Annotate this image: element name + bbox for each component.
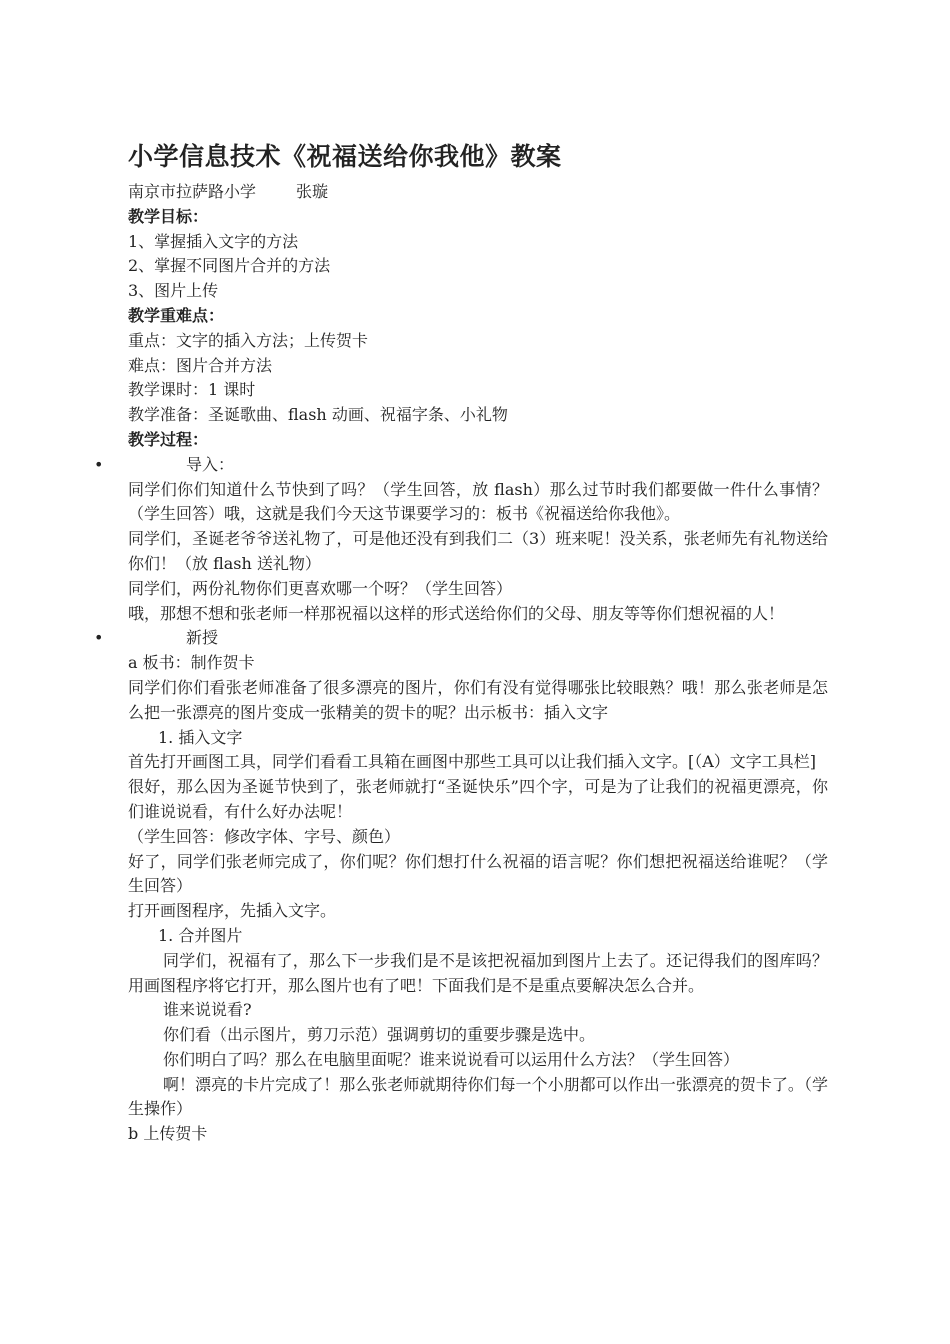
section-new-label: 新授 xyxy=(186,628,219,648)
step-insert-text-heading: 1. 插入文字 xyxy=(158,727,243,747)
author-line xyxy=(128,180,828,205)
bullet-icon: • xyxy=(94,628,104,648)
author-school: 南京市拉萨路小学 xyxy=(128,182,257,201)
step-paragraph: 你们看（出示图片，剪刀示范）强调剪切的重要步骤是选中。 xyxy=(163,1025,596,1045)
objective-item: 2、掌握不同图片合并的方法 xyxy=(128,256,331,276)
bullet-icon: • xyxy=(94,454,104,474)
key-point-difficulty: 难点：图片合并方法 xyxy=(128,355,273,375)
class-hours: 教学课时：1 课时 xyxy=(128,380,256,400)
lesson-plan-document xyxy=(94,138,828,1147)
objective-item: 1、掌握插入文字的方法 xyxy=(128,231,299,251)
teaching-prep: 教学准备：圣诞歌曲、flash 动画、祝福字条、小礼物 xyxy=(128,405,508,425)
intro-paragraph: 同学们，圣诞老爷爷送礼物了，可是他还没有到我们二（3）班来呢！没关系，张老师先有礼物送给你们！（放 flash 送礼物） xyxy=(128,529,828,573)
section-intro-label: 导入： xyxy=(186,454,235,474)
author-name: 张璇 xyxy=(296,182,329,201)
step-paragraph: 同学们，祝福有了，那么下一步我们是不是该把祝福加到图片上去了。还记得我们的图库吗？用画图程序将它打开，那么图片也有了吧！下面我们是不是重点要解决怎么合并。 xyxy=(128,950,828,995)
section-intro-bullet xyxy=(94,453,828,478)
part-b-label: b 上传贺卡 xyxy=(128,1124,208,1144)
step-paragraph: 很好，那么因为圣诞节快到了，张老师就打“圣诞快乐”四个字，可是为了让我们的祝福更漂亮，你们谁说说看，有什么好办法呢！ xyxy=(128,777,828,821)
part-a-label: a 板书：制作贺卡 xyxy=(128,653,255,673)
objectives-heading: 教学目标： xyxy=(128,206,209,226)
part-a-paragraph: 同学们你们看张老师准备了很多漂亮的图片，你们有没有觉得哪张比较眼熟？哦！那么张老师是怎么把一张漂亮的图片变成一张精美的贺卡的呢？出示板书：插入文字 xyxy=(128,677,828,722)
intro-paragraph: 哦，那想不想和张老师一样那祝福以这样的形式送给你们的父母、朋友等等你们想祝福的人！ xyxy=(128,603,785,623)
step-paragraph: 首先打开画图工具，同学们看看工具箱在画图中那些工具可以让我们插入文字。[（A）文字工具栏] xyxy=(128,752,817,772)
process-heading: 教学过程： xyxy=(128,429,209,449)
objective-item: 3、图片上传 xyxy=(128,281,219,301)
key-points-heading: 教学重难点： xyxy=(128,305,225,325)
step-paragraph: 啊！漂亮的卡片完成了！那么张老师就期待你们每一个小朋都可以作出一张漂亮的贺卡了。（学生操作） xyxy=(128,1074,828,1119)
step-paragraph: 好了，同学们张老师完成了，你们呢？你们想打什么祝福的语言呢？你们想把祝福送给谁呢？（学生回答） xyxy=(128,851,828,896)
step-paragraph: 打开画图程序，先插入文字。 xyxy=(128,901,337,921)
document-title: 小学信息技术《祝福送给你我他》教案 xyxy=(128,142,562,171)
key-point-focus: 重点：文字的插入方法；上传贺卡 xyxy=(128,330,369,350)
step-paragraph: 谁来说说看? xyxy=(163,1000,252,1020)
section-new-bullet xyxy=(94,626,828,651)
intro-paragraph: 同学们，两份礼物你们更喜欢哪一个呀？（学生回答） xyxy=(128,578,513,598)
step-paragraph: 你们明白了吗？那么在电脑里面呢？谁来说说看可以运用什么方法？（学生回答） xyxy=(163,1049,740,1069)
step-merge-images-heading: 1. 合并图片 xyxy=(158,925,243,945)
intro-paragraph: 同学们你们知道什么节快到了吗？（学生回答，放 flash）那么过节时我们都要做一件什么事情？（学生回答）哦，这就是我们今天这节课要学习的：板书《祝福送给你我他》。 xyxy=(128,479,828,524)
step-paragraph: （学生回答：修改字体、字号、颜色） xyxy=(128,826,401,846)
